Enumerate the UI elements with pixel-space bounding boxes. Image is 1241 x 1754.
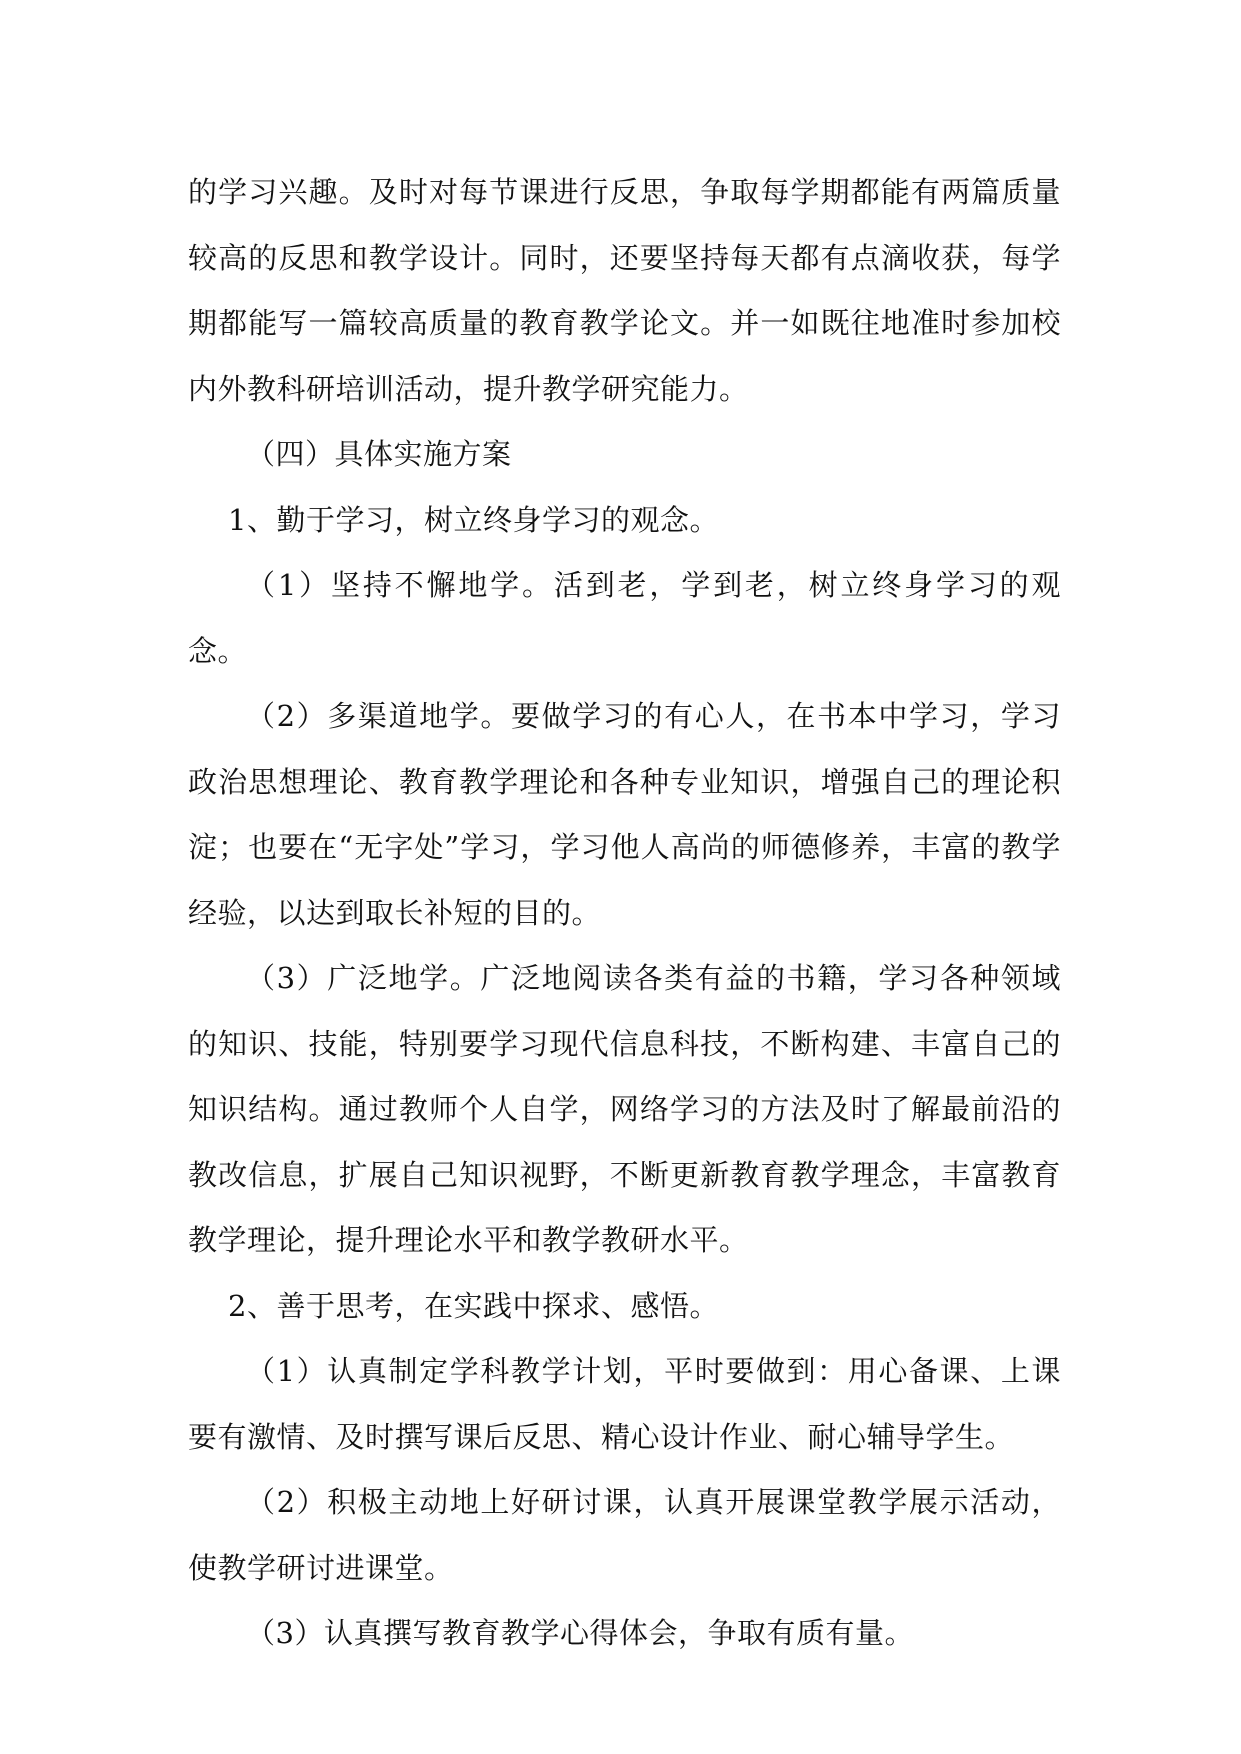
document-page — [188, 160, 1061, 1667]
list-item-2-1: （1）认真制定学科教学计划，平时要做到：用心备课、上课要有激情、及时撰写课后反思、精心设计作业、耐心辅导学生。 — [188, 1354, 1061, 1454]
list-item-1-3: （3）广泛地学。广泛地阅读各类有益的书籍，学习各种领域的知识、技能，特别要学习现代信息科技，不断构建、丰富自己的知识结构。通过教师个人自学，网络学习的方法及时了解最前沿的教改信息，扩展自己知识视野，不断更新教育教学理念，丰富教育教学理论，提升理论水平和教学教研水平。 — [188, 961, 1061, 1257]
list-item-2: 2、善于思考，在实践中探求、感悟。 — [228, 1288, 719, 1323]
list-item-1: 1、勤于学习，树立终身学习的观念。 — [228, 502, 719, 537]
section-heading-4: （四）具体实施方案 — [246, 437, 512, 471]
list-item-1-2: （2）多渠道地学。要做学习的有心人，在书本中学习，学习政治思想理论、教育教学理论和各种专业知识，增强自己的理论积淀；也要在“无字处”学习，学习他人高尚的师德修养，丰富的教学经验，以达到取长补短的目的。 — [188, 699, 1061, 930]
paragraph-continuation: 的学习兴趣。及时对每节课进行反思，争取每学期都能有两篇质量较高的反思和教学设计。同时，还要坚持每天都有点滴收获，每学期都能写一篇较高质量的教育教学论文。并一如既往地准时参加校内外教科研培训活动，提升教学研究能力。 — [188, 175, 1061, 406]
list-item-1-1: （1）坚持不懈地学。活到老，学到老，树立终身学习的观念。 — [188, 568, 1061, 668]
list-item-2-3: （3）认真撰写教育教学心得体会，争取有质有量。 — [246, 1616, 914, 1650]
list-item-2-2: （2）积极主动地上好研讨课，认真开展课堂教学展示活动，使教学研讨进课堂。 — [188, 1485, 1061, 1585]
